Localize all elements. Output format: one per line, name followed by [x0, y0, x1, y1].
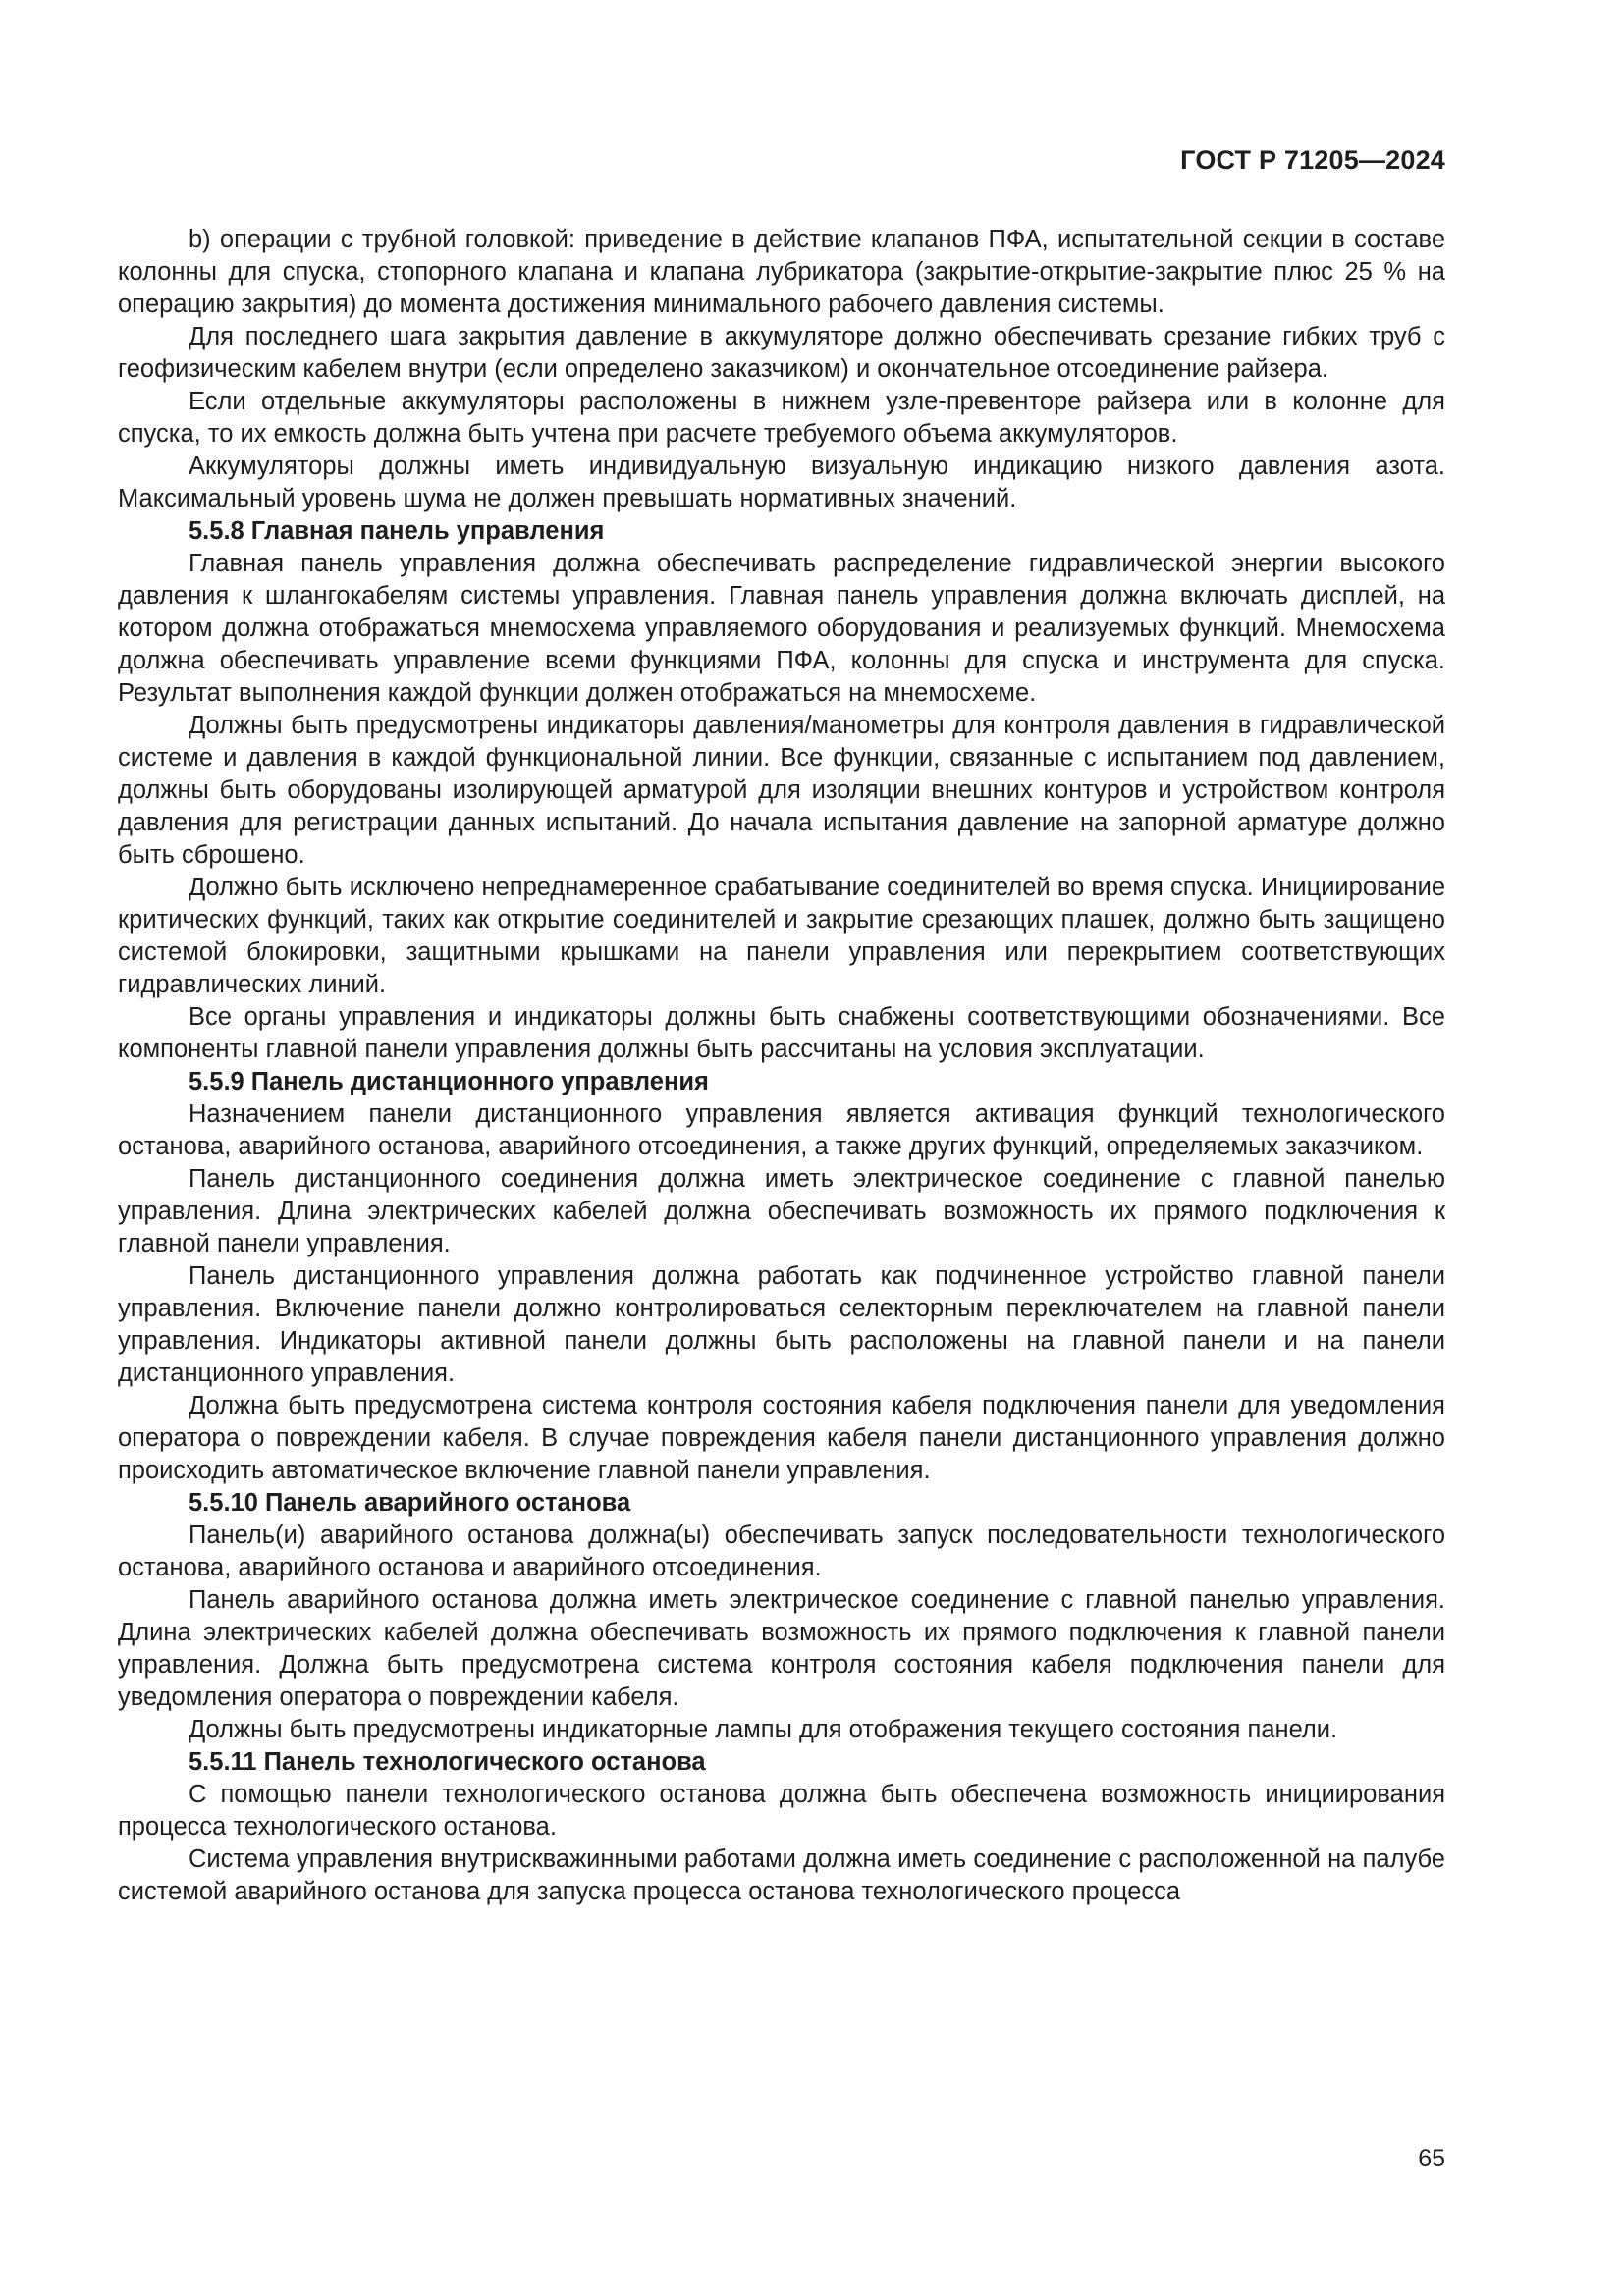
section-heading-5-5-8: 5.5.8 Главная панель управления — [189, 517, 605, 545]
paragraph-esd-panel-connection: Панель аварийного останова должна иметь электрическое соединение с главной панелью управления. Длина электрических кабелей должна обеспечивать возможность их прямого подключения к главной панели управления. Должна быть предусмотрена система контроля состояния кабеля подключения панели для уведомления оператора о повреждении кабеля. — [118, 1586, 1445, 1711]
page-number: 65 — [1418, 2145, 1445, 2172]
document-code: ГОСТ Р 71205—2024 — [1180, 145, 1445, 175]
paragraph-remote-panel-connection: Панель дистанционного соединения должна иметь электрическое соединение с главной панелью управления. Длина электрических кабелей должна обеспечивать возможность их прямого подключения к главной панели управления. — [118, 1165, 1445, 1257]
paragraph-b-tubing-head: b) операции с трубной головкой: приведение в действие клапанов ПФА, испытательной секции в составе колонны для спуска, стопорного клапана и клапана лубрикатора (закрытие-открытие-закрытие плюс 25 % на операцию закрытия) до момента достижения минимального рабочего давления системы. — [118, 226, 1445, 318]
section-heading-5-5-10: 5.5.10 Панель аварийного останова — [189, 1489, 631, 1517]
paragraph-separate-accumulators: Если отдельные аккумуляторы расположены в нижнем узле-превенторе райзера или в колонне для спуска, то их емкость должна быть учтена при расчете требуемого объема аккумуляторов. — [118, 388, 1445, 448]
paragraph-remote-panel-purpose: Назначением панели дистанционного управления является активация функций технологического останова, аварийного останова, аварийного отсоединения, а также других функций, определяемых заказчиком. — [118, 1100, 1445, 1160]
paragraph-unintended-actuation: Должно быть исключено непреднамеренное срабатывание соединителей во время спуска. Инициирование критических функций, таких как открытие соединителей и закрытие срезающих плашек, должно быть защищено системой блокировки, защитными крышками на панели управления или перекрытием соответствующих гидравлических линий. — [118, 874, 1445, 998]
paragraph-cable-monitoring: Должна быть предусмотрена система контроля состояния кабеля подключения панели для уведомления оператора о повреждении кабеля. В случае повреждения кабеля панели дистанционного управления должно происходить автоматическое включение главной панели управления. — [118, 1392, 1445, 1484]
paragraph-last-closing-step: Для последнего шага закрытия давление в аккумуляторе должно обеспечивать срезание гибких труб с геофизическим кабелем внутри (если определено заказчиком) и окончательное отсоединение райзера. — [118, 323, 1445, 383]
paragraph-intervention-control-system: Система управления внутрискважинными работами должна иметь соединение с расположенной на палубе системой аварийного останова для запуска процесса останова технологического процесса — [118, 1845, 1445, 1905]
paragraph-controls-marking: Все органы управления и индикаторы должны быть снабжены соответствующими обозначениями. Все компоненты главной панели управления должны быть рассчитаны на условия эксплуатации. — [118, 1003, 1445, 1063]
paragraph-indicator-lamps: Должны быть предусмотрены индикаторные лампы для отображения текущего состояния панели. — [189, 1716, 1338, 1743]
paragraph-main-panel-purpose: Главная панель управления должна обеспечивать распределение гидравлической энергии высокого давления к шлангокабелям системы управления. Главная панель управления должна включать дисплей, на котором должна отображаться мнемосхема управляемого оборудования и реализуемых функций. Мнемосхема должна обеспечивать управление всеми функциями ПФА, колонны для спуска и инструмента для спуска. Результат выполнения каждой функции должен отображаться на мнемосхеме. — [118, 550, 1445, 707]
section-heading-5-5-9: 5.5.9 Панель дистанционного управления — [189, 1068, 709, 1095]
paragraph-pressure-indicators: Должны быть предусмотрены индикаторы давления/манометры для контроля давления в гидравлической системе и давления в каждой функциональной линии. Все функции, связанные с испытанием под давлением, должны быть оборудованы изолирующей арматурой для изоляции внешних контуров и устройством контроля давления для регистрации данных испытаний. До начала испытания давление на запорной арматуре должно быть сброшено. — [118, 712, 1445, 869]
paragraph-remote-panel-slave: Панель дистанционного управления должна работать как подчиненное устройство главной панели управления. Включение панели должно контролироваться селекторным переключателем на главной панели управления. Индикаторы активной панели должны быть расположены на главной панели и на панели дистанционного управления. — [118, 1262, 1445, 1387]
page-body — [118, 224, 1445, 1908]
paragraph-nitrogen-indication: Аккумуляторы должны иметь индивидуальную визуальную индикацию низкого давления азота. Максимальный уровень шума не должен превышать нормативных значений. — [118, 453, 1445, 512]
paragraph-esd-panel-purpose: Панель(и) аварийного останова должна(ы) обеспечивать запуск последовательности технологического останова, аварийного останова и аварийного отсоединения. — [118, 1522, 1445, 1581]
section-heading-5-5-11: 5.5.11 Панель технологического останова — [189, 1748, 706, 1776]
paragraph-psd-panel-purpose: С помощью панели технологического останова должна быть обеспечена возможность инициирования процесса технологического останова. — [118, 1781, 1445, 1841]
